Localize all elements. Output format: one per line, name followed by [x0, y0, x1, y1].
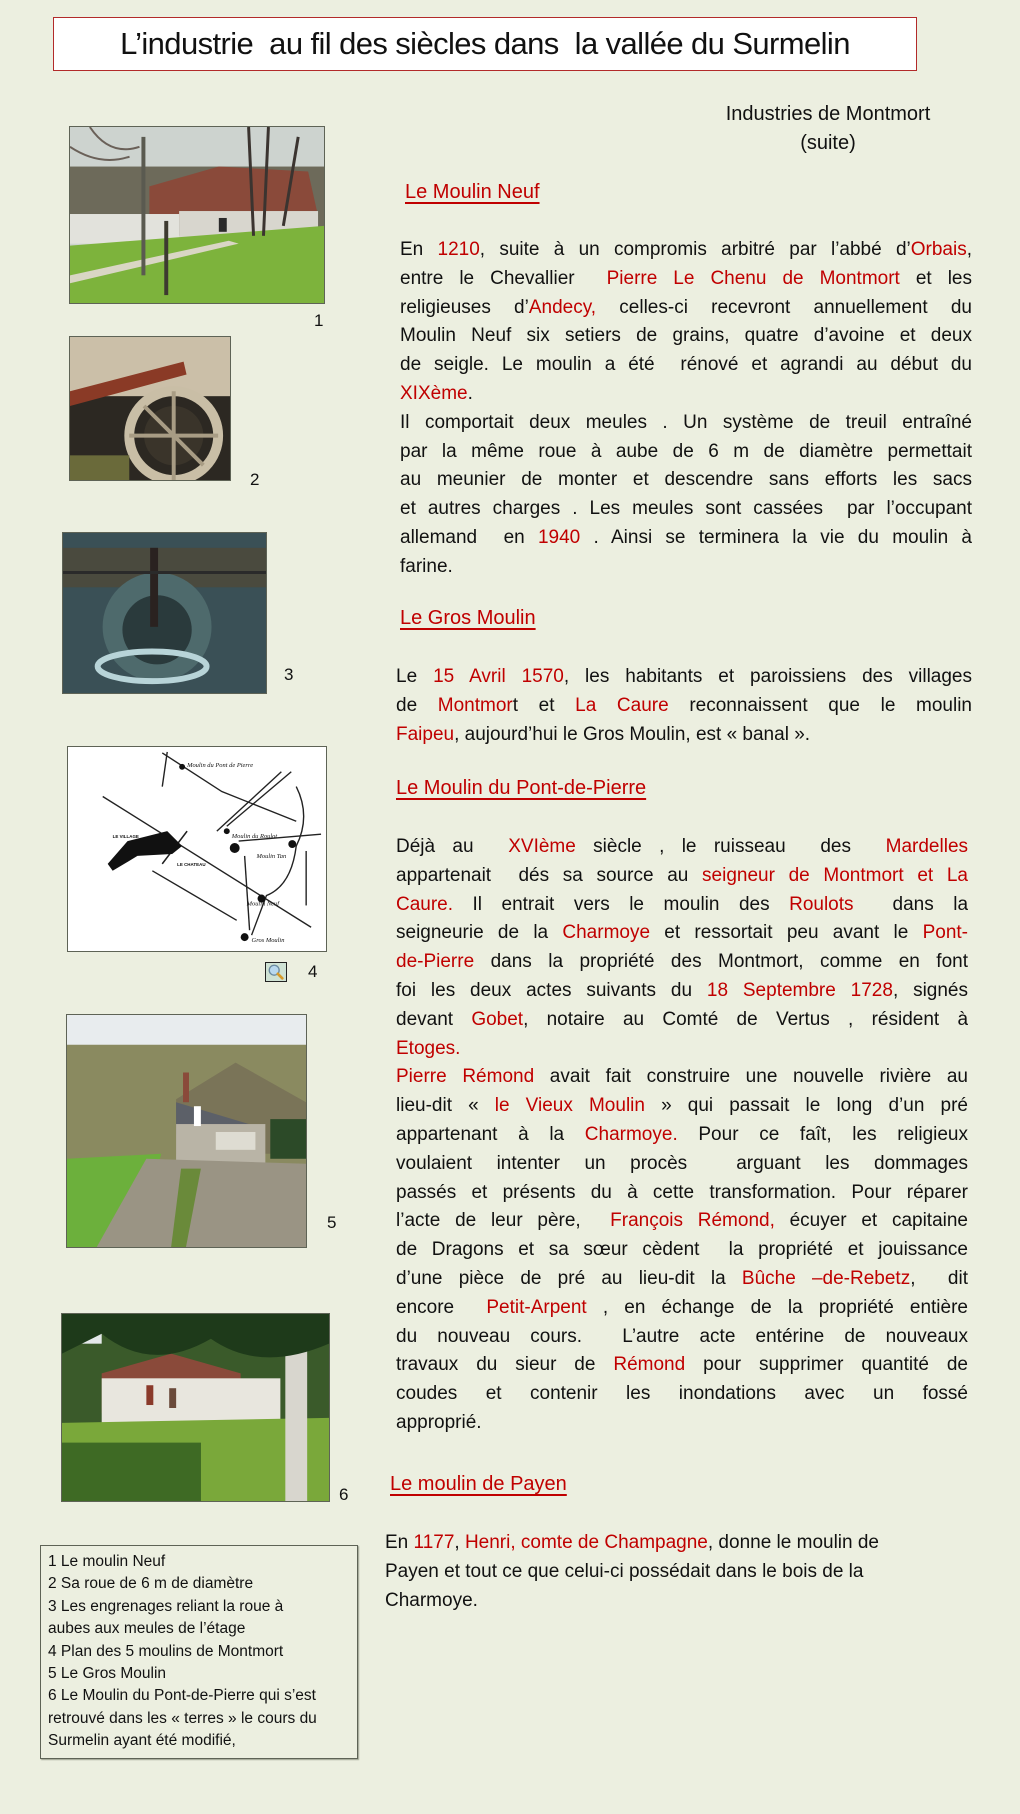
- heading-gros-moulin: Le Gros Moulin: [400, 607, 536, 629]
- heading-pont-de-pierre: Le Moulin du Pont-de-Pierre: [396, 777, 647, 799]
- body-text: approprié.: [396, 1411, 482, 1433]
- heading-moulin-neuf: Le Moulin Neuf: [405, 181, 540, 203]
- body-text: Moulin Neuf six setiers de grains, quatre d’avoine et deux: [400, 325, 972, 347]
- paragraph-line: [385, 1558, 985, 1587]
- paragraph-line: [396, 862, 968, 891]
- paragraph-line: [400, 495, 972, 524]
- photo-water-wheel: [69, 336, 231, 481]
- map-label: Moulin du Pont de Pierre: [187, 761, 254, 769]
- highlighted-text: Gobet: [471, 1008, 524, 1030]
- photo-number: 5: [327, 1213, 337, 1232]
- body-text: . Ainsi se terminera la vie du moulin à: [580, 526, 972, 548]
- subtitle-line: Industries de Montmort: [725, 103, 931, 125]
- gears-photo-icon: [63, 533, 266, 693]
- body-text: avait fait construire une nouvelle rivière au: [534, 1066, 968, 1088]
- paragraph-line: [396, 948, 968, 977]
- body-text: .: [467, 382, 473, 404]
- body-text: Il comportait deux meules . Un système de treuil entraîné: [400, 411, 972, 433]
- paragraph-line: [396, 1294, 968, 1323]
- body-text: de Dragons et sa sœur cèdent la propriété et jouissance: [396, 1239, 968, 1261]
- paragraph-line: [396, 1063, 968, 1092]
- body-text: Déjà au: [396, 836, 509, 857]
- zoom-map-button[interactable]: [265, 962, 287, 982]
- paragraph-line: [396, 1179, 968, 1208]
- paragraph-line: [396, 1236, 968, 1265]
- paragraph-line: [396, 833, 968, 862]
- body-text: passés et présents du à cette transformation. Pour réparer: [396, 1181, 968, 1203]
- highlighted-text: Caure.: [396, 893, 454, 915]
- mill-house-photo-icon: [70, 127, 324, 303]
- highlighted-text: Roulots: [789, 893, 854, 915]
- paragraph-line: [400, 322, 972, 351]
- body-text: l’acte de leur père,: [396, 1210, 611, 1232]
- body-text: lieu-dit «: [396, 1095, 495, 1117]
- gros-moulin-photo-icon: [67, 1015, 306, 1247]
- body-text: En: [400, 239, 438, 260]
- highlighted-text: Pierre Rémond: [396, 1066, 535, 1088]
- paragraph-line: [396, 891, 968, 920]
- body-text: de seigle. Le moulin a été rénové et agrandi au début du: [400, 354, 972, 376]
- body-text: , notaire au Comté de Vertus , résident à: [523, 1008, 968, 1030]
- water-wheel-photo-icon: [70, 337, 230, 480]
- map-label: LE CHATEAU: [177, 861, 206, 867]
- highlighted-text: Orbais: [910, 239, 967, 260]
- paragraph-line: [396, 663, 972, 692]
- photo-number: 1: [314, 311, 324, 330]
- photo-number: 2: [250, 470, 260, 489]
- paragraph-line: [400, 294, 972, 323]
- body-text: appartenait dés sa source au: [396, 864, 703, 886]
- highlighted-text: François Rémond,: [610, 1210, 775, 1232]
- highlighted-text: Faipeu: [396, 723, 455, 745]
- body-text: , signés: [892, 979, 968, 1001]
- paragraph-line: [396, 1035, 968, 1064]
- highlighted-text: 15 Avril 1570: [433, 666, 564, 687]
- paragraph-pont-de-pierre: [396, 833, 968, 1438]
- highlighted-text: Andecy,: [528, 296, 597, 318]
- body-text: Pour ce faît, les religieux: [677, 1123, 968, 1145]
- body-text: au meunier de monter et descendre sans efforts les sacs: [400, 469, 972, 491]
- paragraph-line: [400, 380, 972, 409]
- highlighted-text: XIXème: [400, 382, 468, 404]
- paragraph-line: [385, 1529, 985, 1558]
- highlighted-text: 1177: [413, 1532, 455, 1553]
- highlighted-text: Charmoye.: [584, 1123, 678, 1145]
- photo-gears: [62, 532, 267, 694]
- body-text: , dit: [910, 1267, 968, 1289]
- paragraph-line: [396, 1092, 968, 1121]
- body-text: de: [396, 694, 438, 716]
- photo-number: 4: [308, 962, 318, 981]
- highlighted-text: seigneur de Montmort et La: [702, 864, 968, 886]
- subtitle: [690, 100, 966, 158]
- paragraph-line: [400, 553, 972, 582]
- map-label: LE VILLAGE: [112, 834, 139, 840]
- body-text: » qui passait le long d’un pré: [644, 1095, 968, 1117]
- body-text: , suite à un compromis arbitré par l’abbé d’: [479, 239, 911, 260]
- highlighted-text: La Caure: [575, 694, 669, 716]
- body-text: Charmoye.: [385, 1589, 478, 1611]
- body-text: coudes et contenir les inondations avec un fossé: [396, 1383, 968, 1405]
- heading-moulin-de-payen: Le moulin de Payen: [390, 1473, 567, 1495]
- caption-line: 4 Plan des 5 moulins de Montmort: [48, 1642, 284, 1660]
- photo-captions: [40, 1545, 358, 1759]
- body-text: , en échange de la propriété entière: [586, 1296, 968, 1318]
- map-label: Gros Moulin: [251, 937, 285, 945]
- highlighted-text: Pierre Le Chenu de Montmort: [606, 267, 900, 289]
- paragraph-line: [400, 351, 972, 380]
- body-text: et ressortait peu avant le: [650, 922, 923, 944]
- highlighted-text: 1210: [437, 239, 480, 260]
- paragraph-gros-moulin: [396, 663, 972, 749]
- highlighted-text: Henri, comte de Champagne: [464, 1532, 708, 1553]
- highlighted-text: Mardelles: [885, 836, 968, 857]
- body-text: , donne le moulin de: [707, 1532, 879, 1553]
- map-label: Moulin Neuf: [246, 900, 280, 908]
- body-text: , les habitants et paroissiens des villages: [563, 666, 972, 687]
- subtitle-line: (suite): [800, 132, 856, 154]
- caption-line: aubes aux meules de l’étage: [48, 1620, 246, 1638]
- body-text: par la même roue à aube de 6 m de diamètre permettait: [400, 440, 972, 462]
- caption-line: 1 Le moulin Neuf: [48, 1553, 166, 1570]
- page-title: L’industrie au fil des siècles dans la vallée du Surmelin: [120, 26, 850, 61]
- paragraph-line: [400, 409, 972, 438]
- highlighted-text: Petit-Arpent: [486, 1296, 587, 1318]
- body-text: entre le Chevallier: [400, 267, 607, 289]
- pont-de-pierre-photo-icon: [62, 1314, 329, 1501]
- highlighted-text: de-Pierre: [396, 951, 475, 973]
- highlighted-text: Montmor: [437, 694, 513, 716]
- map-label: Moulin Tan: [256, 852, 287, 860]
- photo-pont-de-pierre: [61, 1313, 330, 1502]
- paragraph-line: [400, 438, 972, 467]
- highlighted-text: Pont-: [922, 922, 968, 944]
- caption-line: 6 Le Moulin du Pont-de-Pierre qui s’est: [48, 1687, 316, 1705]
- body-text: écuyer et capitaine: [774, 1210, 968, 1232]
- highlighted-text: Etoges.: [396, 1037, 461, 1059]
- body-text: siècle , le ruisseau des: [575, 836, 886, 857]
- paragraph-line: [396, 1351, 968, 1380]
- body-text: encore: [396, 1296, 487, 1318]
- map-label: Moulin du Roulot: [231, 833, 278, 841]
- paragraph-moulin-de-payen: [385, 1529, 985, 1615]
- body-text: d’une pièce de pré au lieu-dit la: [396, 1267, 742, 1289]
- photo-gros-moulin: [66, 1014, 307, 1248]
- paragraph-line: [396, 1207, 968, 1236]
- body-text: du nouveau cours. L’autre acte entérine de nouveaux: [396, 1325, 968, 1347]
- paragraph-line: [396, 1409, 968, 1438]
- body-text: Payen et tout ce que celui-ci possédait dans le bois de la: [385, 1560, 864, 1582]
- body-text: et autres charges . Les meules sont cassées par l’occupant: [400, 498, 972, 520]
- paragraph-line: [396, 692, 972, 721]
- body-text: Il entrait vers le moulin des: [453, 893, 790, 915]
- highlighted-text: Charmoye: [562, 922, 651, 944]
- paragraph-line: [396, 1150, 968, 1179]
- paragraph-line: [400, 236, 972, 265]
- body-text: allemand en: [400, 526, 538, 548]
- body-text: voulaient intenter un procès arguant les dommages: [396, 1152, 968, 1174]
- map-drawing-icon: [68, 747, 326, 951]
- photo-moulin-neuf: [69, 126, 325, 304]
- body-text: reconnaissent que le moulin: [668, 694, 972, 716]
- body-text: dans la propriété des Montmort, comme en font: [474, 951, 968, 973]
- body-text: ,: [454, 1532, 465, 1553]
- highlighted-text: 18 Septembre 1728: [706, 979, 893, 1001]
- body-text: et les: [899, 267, 972, 289]
- body-text: appartenant à la: [396, 1123, 585, 1145]
- paragraph-line: [396, 1006, 968, 1035]
- caption-line: retrouvé dans les « terres » le cours du: [48, 1709, 317, 1727]
- highlighted-text: Rémond: [613, 1354, 686, 1376]
- magnifier-icon: [266, 963, 286, 981]
- paragraph-line: [396, 1323, 968, 1352]
- paragraph-line: [396, 1265, 968, 1294]
- body-text: seigneurie de la: [396, 922, 563, 944]
- highlighted-text: le Vieux Moulin: [494, 1095, 645, 1117]
- paragraph-moulin-neuf: [400, 236, 972, 582]
- highlighted-text: XVIème: [508, 836, 576, 857]
- photo-number: 3: [284, 665, 294, 684]
- photo-number: 6: [339, 1485, 349, 1504]
- body-text: En: [385, 1532, 414, 1553]
- paragraph-line: [396, 1380, 968, 1409]
- paragraph-line: [396, 721, 972, 750]
- body-text: religieuses d’: [400, 296, 529, 318]
- paragraph-line: [396, 1121, 968, 1150]
- body-text: t et: [512, 694, 576, 716]
- highlighted-text: 1940: [537, 526, 581, 548]
- body-text: devant: [396, 1008, 472, 1030]
- highlighted-text: Bûche –de-Rebetz: [741, 1267, 911, 1289]
- body-text: foi les deux actes suivants du: [396, 979, 707, 1001]
- paragraph-line: [400, 265, 972, 294]
- caption-line: Surmelin ayant été modifié,: [48, 1732, 236, 1750]
- paragraph-line: [396, 977, 968, 1006]
- body-text: Le: [396, 666, 434, 687]
- body-text: travaux du sieur de: [396, 1354, 614, 1376]
- page-title-box: [53, 17, 917, 71]
- paragraph-line: [385, 1587, 985, 1616]
- caption-line: 3 Les engrenages reliant la roue à: [48, 1597, 284, 1615]
- paragraph-line: [396, 919, 968, 948]
- body-text: , aujourd’hui le Gros Moulin, est « banal ».: [454, 723, 811, 745]
- map-of-five-mills: [67, 746, 327, 952]
- paragraph-line: [400, 466, 972, 495]
- caption-line: 5 Le Gros Moulin: [48, 1665, 167, 1683]
- body-text: dans la: [853, 893, 968, 915]
- body-text: ,: [966, 239, 972, 260]
- caption-line: 2 Sa roue de 6 m de diamètre: [48, 1575, 254, 1593]
- body-text: celles-ci recevront annuellement du: [596, 296, 972, 318]
- body-text: farine.: [400, 555, 453, 577]
- paragraph-line: [400, 524, 972, 553]
- body-text: pour supprimer quantité de: [685, 1354, 968, 1376]
